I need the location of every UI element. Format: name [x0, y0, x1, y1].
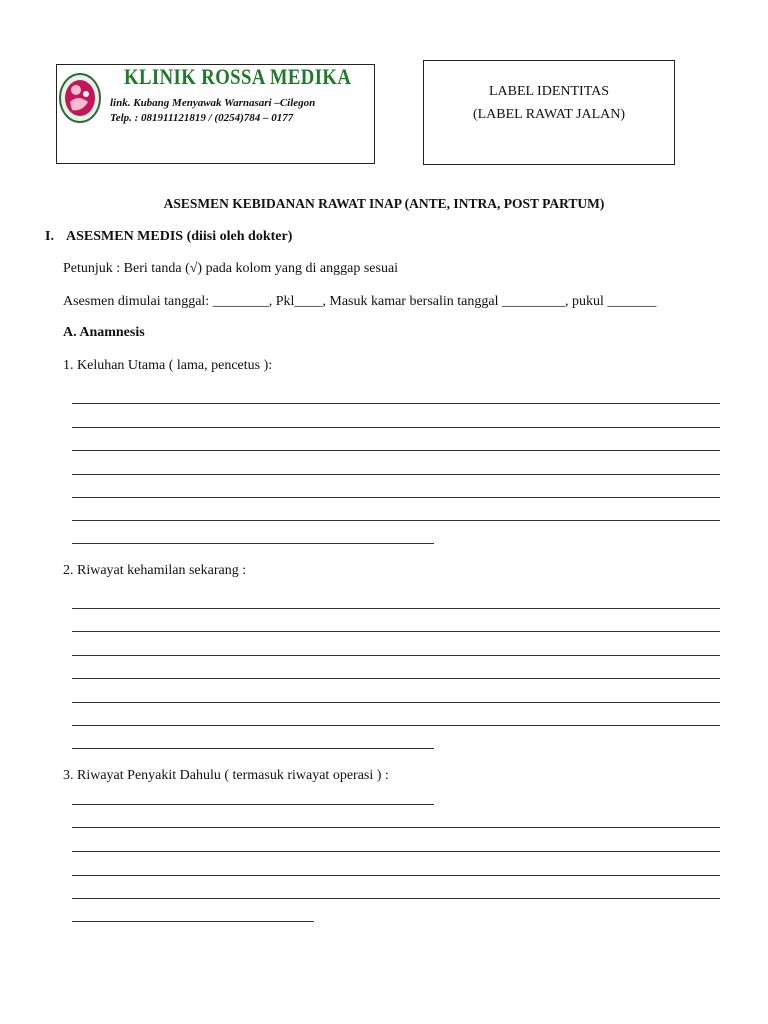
answer-line[interactable]: [72, 702, 720, 703]
answer-line[interactable]: [72, 748, 434, 749]
answer-line[interactable]: [72, 725, 720, 726]
section-title: ASESMEN MEDIS (diisi oleh dokter): [66, 229, 293, 244]
answer-line[interactable]: [72, 851, 720, 852]
clinic-name: KLINIK ROSSA MEDIKA: [124, 64, 352, 89]
answer-line[interactable]: [72, 497, 720, 498]
answer-line[interactable]: [72, 520, 720, 521]
answer-line[interactable]: [72, 450, 720, 451]
label-identity-subtitle: (LABEL RAWAT JALAN): [472, 107, 626, 122]
answer-line[interactable]: [72, 543, 434, 544]
answer-line[interactable]: [72, 921, 314, 922]
answer-line[interactable]: [72, 655, 720, 656]
section-number: I.: [45, 229, 54, 244]
answer-line[interactable]: [72, 474, 720, 475]
answer-line[interactable]: [72, 827, 720, 828]
question-current-pregnancy: 2. Riwayat kehamilan sekarang :: [63, 563, 247, 578]
answer-line[interactable]: [72, 875, 720, 876]
clinic-address: link. Kubang Menyawak Warnasari –Cilegon: [110, 97, 316, 109]
answer-line[interactable]: [72, 608, 720, 609]
label-identity-title: LABEL IDENTITAS: [488, 84, 610, 99]
answer-line[interactable]: [72, 403, 720, 404]
subsection-anamnesis: A. Anamnesis: [63, 325, 145, 340]
clinic-logo-icon: [58, 72, 102, 124]
question-chief-complaint: 1. Keluhan Utama ( lama, pencetus ):: [63, 358, 273, 373]
answer-line[interactable]: [72, 427, 720, 428]
clinic-phone: Telp. : 081911121819 / (0254)784 – 0177: [110, 112, 294, 124]
instruction-text: Petunjuk : Beri tanda (√) pada kolom yang di anggap sesuai: [63, 261, 399, 276]
question-past-medical-history: 3. Riwayat Penyakit Dahulu ( termasuk riwayat operasi ) :: [63, 768, 389, 783]
answer-line[interactable]: [72, 678, 720, 679]
document-title: ASESMEN KEBIDANAN RAWAT INAP (ANTE, INTRA, POST PARTUM): [163, 196, 605, 211]
answer-line[interactable]: [72, 898, 720, 899]
answer-line[interactable]: [72, 804, 434, 805]
assessment-start-line[interactable]: Asesmen dimulai tanggal: ________, Pkl____, Masuk kamar bersalin tanggal _________, pukul _______: [63, 294, 657, 309]
answer-line[interactable]: [72, 631, 720, 632]
